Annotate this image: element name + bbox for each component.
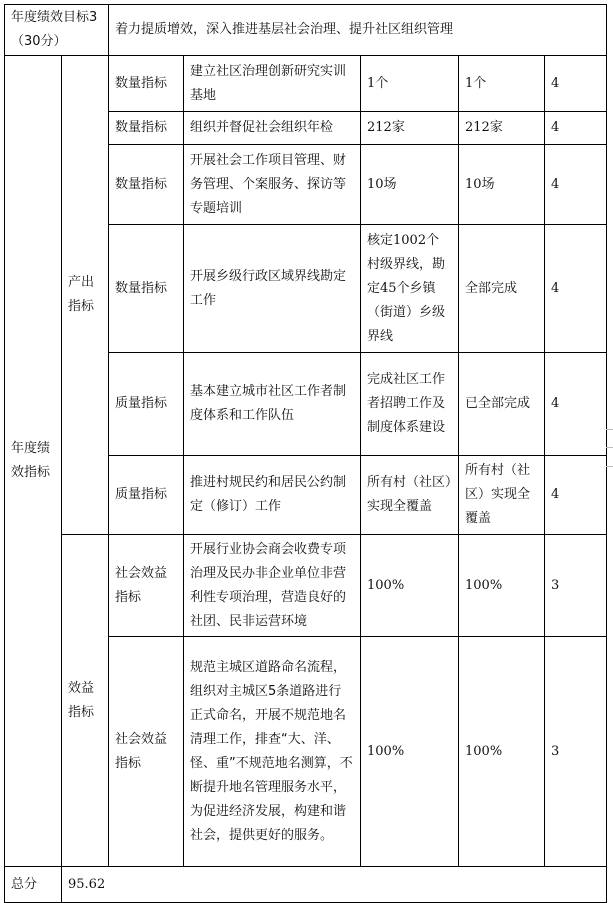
indicator-type: 质量指标 [109,456,184,535]
goal-text: 着力提质增效，深入推进基层社会治理、提升社区组织管理 [109,5,607,56]
indicator-score: 4 [545,145,607,225]
indicator-actual: 100% [459,637,545,867]
goal-row [5,5,607,56]
indicator-score: 4 [545,225,607,353]
indicator-score: 4 [545,112,607,145]
indicator-score: 4 [545,353,607,456]
section-label: 年度绩效指标 [5,56,62,867]
indicator-actual: 212家 [459,112,545,145]
goal-label: 年度绩效目标3（30分） [5,5,109,56]
performance-table [4,4,607,903]
group-label-output: 产出指标 [62,56,109,535]
indicator-content: 规范主城区道路命名流程，组织对主城区5条道路进行正式命名，开展不规范地名清理工作，排查“大、洋、怪、重”不规范地名测算，不断提升地名管理服务水平，为促进经济发展，构建和谐社会，提供更好的服务。 [184,637,361,867]
indicator-score: 4 [545,456,607,535]
indicator-target: 完成社区工作者招聘工作及制度体系建设 [361,353,459,456]
indicator-score: 3 [545,535,607,637]
indicator-score: 3 [545,637,607,867]
indicator-actual: 1个 [459,56,545,112]
edge-rule [606,466,613,467]
indicator-actual: 所有村（社区）实现全覆盖 [459,456,545,535]
table-row [5,535,607,637]
indicator-target: 1个 [361,56,459,112]
indicator-content: 开展社会工作项目管理、财务管理、个案服务、探访等专题培训 [184,145,361,225]
edge-rule [606,447,613,448]
indicator-actual: 已全部完成 [459,353,545,456]
indicator-target: 核定1002个村级界线，勘定45个乡镇（街道）乡级界线 [361,225,459,353]
edge-rule [606,429,613,430]
indicator-content: 建立社区治理创新研究实训基地 [184,56,361,112]
indicator-type: 质量指标 [109,353,184,456]
table-row [5,56,607,112]
indicator-type: 社会效益指标 [109,535,184,637]
indicator-content: 组织并督促社会组织年检 [184,112,361,145]
indicator-target: 212家 [361,112,459,145]
indicator-actual: 100% [459,535,545,637]
indicator-type: 数量指标 [109,145,184,225]
indicator-score: 4 [545,56,607,112]
group-label-effect: 效益指标 [62,535,109,867]
indicator-target: 10场 [361,145,459,225]
indicator-target: 所有村（社区）实现全覆盖 [361,456,459,535]
indicator-actual: 10场 [459,145,545,225]
indicator-target: 100% [361,535,459,637]
indicator-content: 推进村规民约和居民公约制定（修订）工作 [184,456,361,535]
indicator-type: 数量指标 [109,112,184,145]
indicator-type: 数量指标 [109,225,184,353]
indicator-target: 100% [361,637,459,867]
indicator-content: 开展乡级行政区域界线勘定工作 [184,225,361,353]
indicator-content: 基本建立城市社区工作者制度体系和工作队伍 [184,353,361,456]
indicator-type: 数量指标 [109,56,184,112]
indicator-actual: 全部完成 [459,225,545,353]
total-label: 总分 [5,867,62,903]
total-row [5,867,607,903]
total-value: 95.62 [62,867,607,903]
indicator-content: 开展行业协会商会收费专项治理及民办非企业单位非营利性专项治理，营造良好的社团、民非运营环境 [184,535,361,637]
indicator-type: 社会效益指标 [109,637,184,867]
